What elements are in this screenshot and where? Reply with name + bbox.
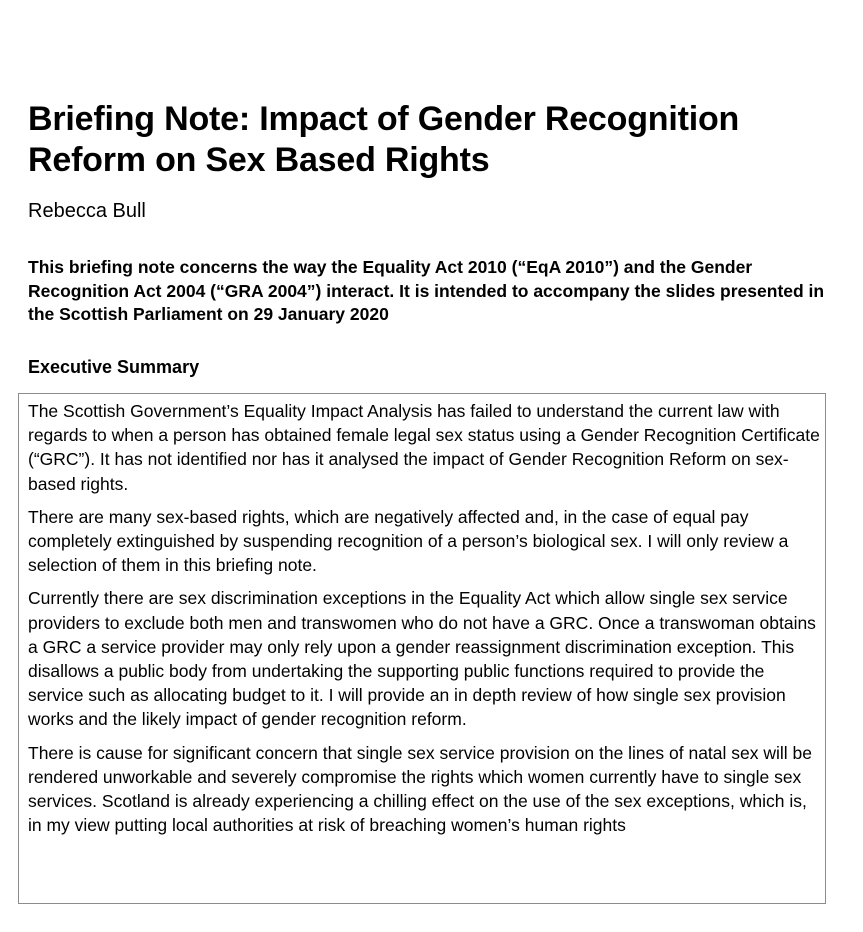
author-name: Rebecca Bull [28, 200, 146, 222]
intro-paragraph: This briefing note concerns the way the Equality Act 2010 (“EqA 2010”) and the Gender Recognition Act 2004 (“GRA 2004”) interact. It is intended to accompany the slides presented in the Scottish Parliament on 29 January 2020 [28, 257, 825, 324]
summary-paragraph-1: The Scottish Government’s Equality Impact Analysis has failed to understand the current law with regards to when a person has obtained female legal sex status using a Gender Recognition Certificate (“GRC”). It has not identified nor has it analysed the impact of Gender Recognition Reform on sex-based rights. [28, 401, 820, 494]
summary-paragraph-4: There is cause for significant concern that single sex service provision on the lines of natal sex will be rendered unworkable and severely compromise the rights which women currently have to single sex services. Scotland is already experiencing a chilling effect on the use of the sex exceptions, which is, in my view putting local authorities at risk of breaching women’s human rights [28, 742, 813, 836]
document-title: Briefing Note: Impact of Gender Recognition Reform on Sex Based Rights [28, 100, 740, 179]
summary-paragraph-2: There are many sex-based rights, which are negatively affected and, in the case of equal pay completely extinguished by suspending recognition of a person’s biological sex. I will only review a selection of them in this briefing note. [28, 506, 789, 576]
executive-summary-heading: Executive Summary [28, 357, 200, 377]
summary-paragraph-3: Currently there are sex discrimination exceptions in the Equality Act which allow single sex service providers to exclude both men and transwomen who do not have a GRC. Once a transwoman obtains a GRC a service provider may only rely upon a gender reassignment discrimination exception. This disallows a public body from undertaking the supporting public functions required to provide the service such as allocating budget to it. I will provide an in depth review of how single sex provision works and the likely impact of gender recognition reform. [28, 588, 816, 730]
executive-summary-box [18, 393, 826, 904]
